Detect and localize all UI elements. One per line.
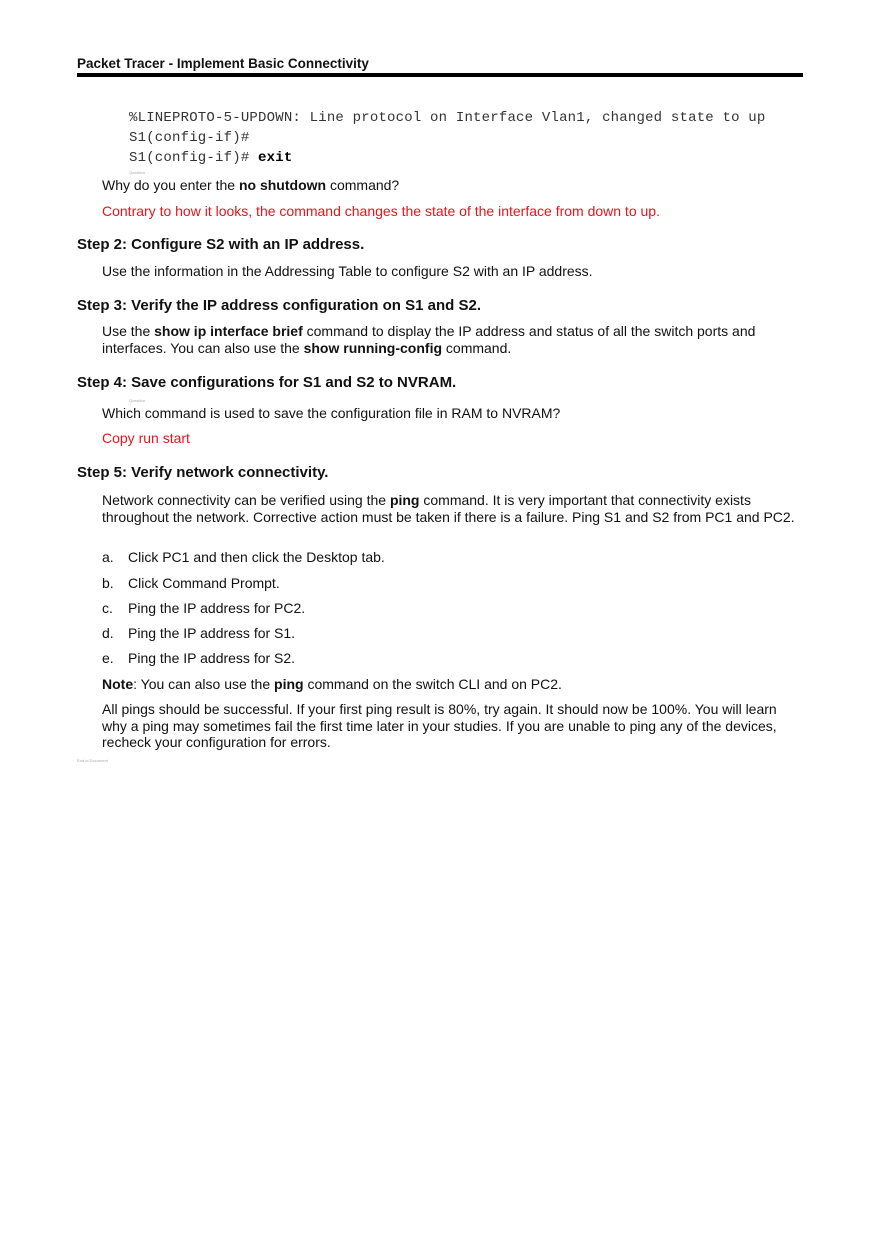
list-item: e. Ping the IP address for S2. — [102, 650, 296, 666]
note-text: Note: You can also use the ping command on the switch CLI and on PC2. — [102, 676, 562, 692]
header-rule — [77, 73, 803, 77]
final-paragraph: All pings should be successful. If your first ping result is 80%, try again. It should now be 100%. You will learn why a ping may sometimes fail the first time later in your studies. If you are unable to ping any of the devices, recheck your configuration for errors. — [102, 701, 777, 750]
end-of-document-label: End of Document — [77, 758, 108, 763]
code-prompt: S1(config-if)# — [129, 150, 259, 166]
list-item: b. Click Command Prompt. — [102, 575, 280, 591]
step-heading: Step 4: Save configurations for S1 and S2 to NVRAM. — [77, 374, 457, 391]
code-line — [129, 150, 292, 166]
step-heading: Step 3: Verify the IP address configuration on S1 and S2. — [77, 297, 481, 314]
code-command: exit — [258, 150, 293, 166]
question-text: Which command is used to save the configuration file in RAM to NVRAM? — [102, 405, 561, 421]
question-label: Question — [129, 398, 146, 403]
page-header-title: Packet Tracer - Implement Basic Connectivity — [77, 56, 369, 71]
step-text: Use the show ip interface brief command to display the IP address and status of all the switch ports and interfaces. You can also use the show running-config command. — [102, 323, 756, 356]
answer-text: Copy run start — [102, 430, 190, 446]
list-item: d. Ping the IP address for S1. — [102, 625, 296, 641]
code-line: S1(config-if)# — [129, 130, 250, 146]
step-heading: Step 2: Configure S2 with an IP address. — [77, 236, 365, 253]
list-item: c. Ping the IP address for PC2. — [102, 600, 306, 616]
answer-text: Contrary to how it looks, the command changes the state of the interface from down to up. — [102, 203, 660, 219]
list-item: a. Click PC1 and then click the Desktop tab. — [102, 549, 385, 565]
step-heading: Step 5: Verify network connectivity. — [77, 464, 329, 481]
step-text: Use the information in the Addressing Table to configure S2 with an IP address. — [102, 263, 593, 279]
question-label: Question — [129, 170, 146, 175]
code-line: %LINEPROTO-5-UPDOWN: Line protocol on Interface Vlan1, changed state to up — [129, 110, 766, 126]
step-text: Network connectivity can be verified using the ping command. It is very important that connectivity exists throughout the network. Corrective action must be taken if there is a failure. Ping S1 and S2 from PC1 and PC2. — [102, 492, 795, 525]
question-text: Why do you enter the no shutdown command? — [102, 177, 400, 193]
